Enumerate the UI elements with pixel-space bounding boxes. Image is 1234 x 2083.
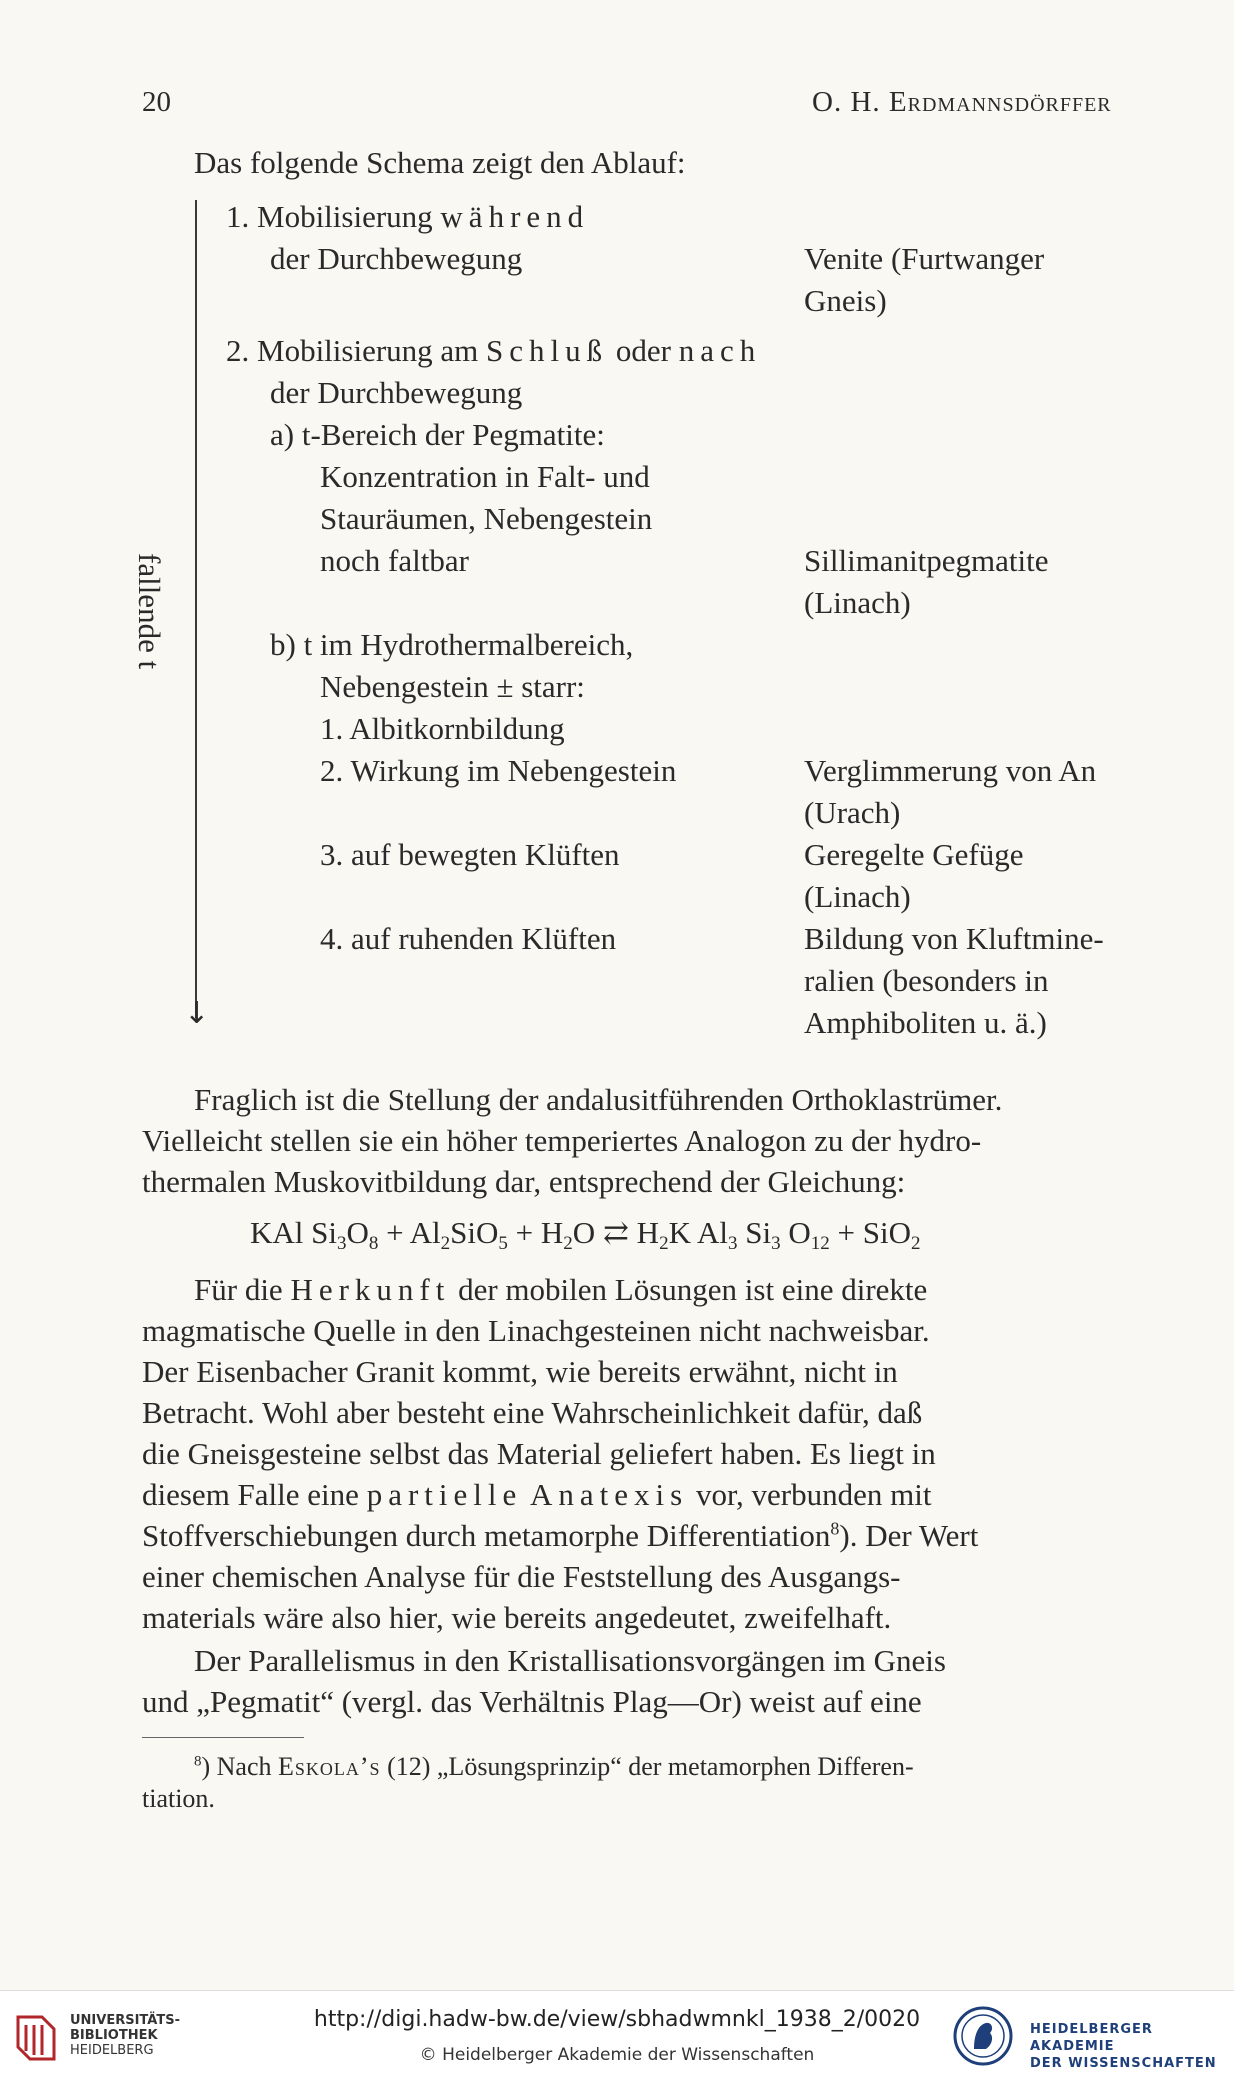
para1-line1: Fraglich ist die Stellung der andalusitführenden Orthoklastrümer.: [194, 1082, 1003, 1117]
para2-line4: Betracht. Wohl aber besteht eine Wahrscheinlichkeit dafür, daß: [142, 1395, 923, 1430]
schema-a-line2: Konzentration in Falt- und: [320, 459, 650, 494]
chemical-equation: KAl $Si_3O_8 + Al_2SiO_5 + H_2O$ ⇄ $H_2K$ $Al_3$ $Si_3$ $O_{12} + SiO_2$: [250, 1215, 921, 1254]
schema-b-line2: Nebengestein ± starr:: [320, 669, 585, 704]
para2-line8: einer chemischen Analyse für die Feststellung des Ausgangs-: [142, 1559, 901, 1594]
academy-seal-icon: [952, 2005, 1014, 2067]
schema-item-2: 2. Mobilisierung am Schluß oder nach: [226, 333, 762, 368]
schema-a-line4: noch faltbar: [320, 543, 469, 578]
copyright-notice: © Heidelberger Akademie der Wissenschaften: [419, 2045, 815, 2065]
para1-line2: Vielleicht stellen sie ein höher temperiertes Analogon zu der hydro-: [142, 1123, 982, 1158]
university-library-name: UNIVERSITÄTS- BIBLIOTHEK HEIDELBERG: [70, 2013, 180, 2058]
para2-line7: Stoffverschiebungen durch metamorphe Differentiation$^8$). Der Wert: [142, 1518, 979, 1553]
para2-line3: Der Eisenbacher Granit kommt, wie bereits erwähnt, nicht in: [142, 1354, 898, 1389]
schema-item-1-line2: der Durchbewegung: [270, 241, 523, 276]
para2-line6: diesem Falle eine partielle Anatexis vor, verbunden mit: [142, 1477, 932, 1512]
schema-b-item-1: 1. Albitkornbildung: [320, 711, 565, 746]
schema-item-1-result: Venite (Furtwanger: [804, 241, 1045, 276]
schema-a-line1: a) t-Bereich der Pegmatite:: [270, 417, 605, 452]
academy-name: HEIDELBERGER AKADEMIE DER WISSENSCHAFTEN: [1030, 2022, 1217, 2071]
schema-b-item-3-result-2: (Linach): [804, 879, 911, 914]
schema-b-item-3-result: Geregelte Gefüge: [804, 837, 1024, 872]
schema-intro: Das folgende Schema zeigt den Ablauf:: [194, 145, 686, 180]
schema-a-result-2: (Linach): [804, 585, 911, 620]
footer-bar: [0, 1990, 1234, 2083]
schema-item-1-result-2: Gneis): [804, 283, 887, 318]
arrow-down-icon: ↓: [184, 996, 210, 1031]
footnote-line1: $^8$) Nach Eskola’s (12) „Lösungsprinzip“ der metamorphen Differen-: [194, 1752, 914, 1781]
footnote-rule: [142, 1737, 304, 1738]
schema-b-item-4-result-3: Amphiboliten u. ä.): [804, 1005, 1047, 1040]
schema-b-item-2: 2. Wirkung im Nebengestein: [320, 753, 677, 788]
page-number: 20: [142, 86, 171, 118]
schema-b-item-4-result: Bildung von Kluftmine-: [804, 921, 1104, 956]
schema-b-item-4: 4. auf ruhenden Klüften: [320, 921, 617, 956]
schema-b-item-4-result-2: ralien (besonders in: [804, 963, 1049, 998]
side-label: fallende t: [132, 553, 167, 670]
schema-b-line1: b) t im Hydrothermalbereich,: [270, 627, 634, 662]
para2-line5: die Gneisgesteine selbst das Material geliefert haben. Es liegt in: [142, 1436, 936, 1471]
schema-item-2-line2: der Durchbewegung: [270, 375, 523, 410]
para2-line2: magmatische Quelle in den Linachgesteinen nicht nachweisbar.: [142, 1313, 930, 1348]
source-url-link[interactable]: http://digi.hadw-bw.de/view/sbhadwmnkl_1938_2/0020: [313, 2007, 921, 2032]
para1-line3: thermalen Muskovitbildung dar, entsprechend der Gleichung:: [142, 1164, 906, 1199]
arrow-line: [195, 200, 197, 1018]
para3-line1: Der Parallelismus in den Kristallisationsvorgängen im Gneis: [194, 1643, 946, 1678]
para2-line9: materials wäre also hier, wie bereits angedeutet, zweifelhaft.: [142, 1600, 892, 1635]
running-head-author: O. H. Erdmannsdörffer: [812, 86, 1112, 118]
para2-line1: Für die Herkunft der mobilen Lösungen ist eine direkte: [194, 1272, 928, 1307]
schema-b-item-2-result-2: (Urach): [804, 795, 901, 830]
schema-item-1: 1. Mobilisierung während: [226, 199, 590, 234]
schema-a-line3: Stauräumen, Nebengestein: [320, 501, 653, 536]
schema-b-item-3: 3. auf bewegten Klüften: [320, 837, 620, 872]
footnote-ref: 8: [830, 1518, 840, 1539]
schema-a-result: Sillimanitpegmatite: [804, 543, 1049, 578]
schema-b-item-2-result: Verglimmerung von An: [804, 753, 1097, 788]
para3-line2: und „Pegmatit“ (vergl. das Verhältnis Plag—Or) weist auf eine: [142, 1684, 922, 1719]
footnote-line2: tiation.: [142, 1784, 215, 1813]
